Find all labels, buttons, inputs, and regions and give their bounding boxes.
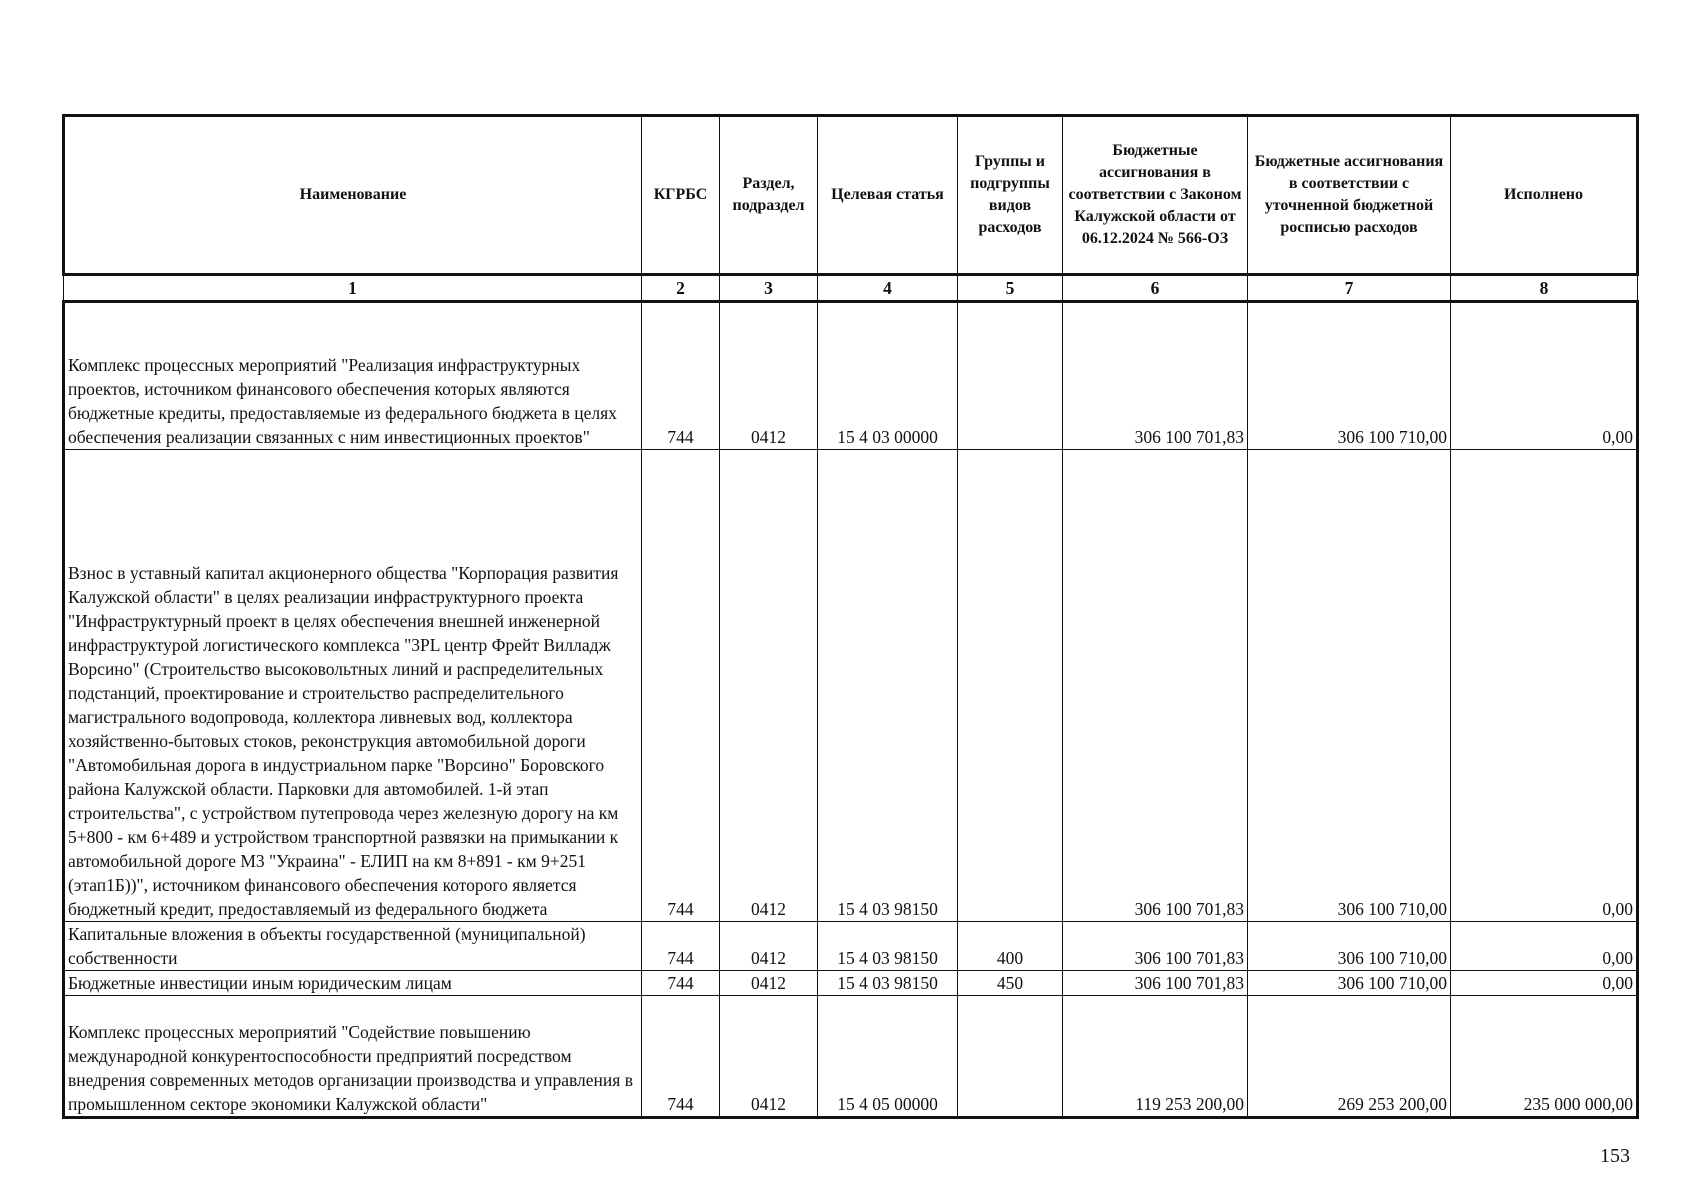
row-executed: 0,00: [1451, 450, 1638, 922]
row-group: 450: [958, 971, 1063, 996]
header-row: [64, 116, 1638, 275]
header-expense-group: Группы и подгруппы видов расходов: [958, 116, 1063, 275]
budget-table: [62, 114, 1639, 1119]
table-row: [64, 302, 1638, 450]
row-kgrbs: 744: [642, 302, 720, 450]
row-kgrbs: 744: [642, 450, 720, 922]
row-kgrbs: 744: [642, 996, 720, 1118]
row-section: 0412: [720, 996, 818, 1118]
row-executed: 0,00: [1451, 922, 1638, 971]
column-number: 8: [1451, 275, 1638, 302]
column-number: 7: [1248, 275, 1451, 302]
row-group: [958, 302, 1063, 450]
row-group: [958, 996, 1063, 1118]
header-section: Раздел, подраздел: [720, 116, 818, 275]
header-kgrbs: КГРБС: [642, 116, 720, 275]
row-name: Взнос в уставный капитал акционерного общества "Корпорация развития Калужской области" в целях реализации инфраструктурного проекта "Инфраструктурный проект в целях обеспечения внешней инженерной инфраструктурой логистического комплекса "3PL центр Фрейт Вилладж Ворсино" (Строительство высоковольтных линий и распределительных подстанций, проектирование и строительство распределительного магистрального водопровода, коллектора ливневых вод, коллектора хозяйственно-бытовых стоков, реконструкция автомобильной дороги "Автомобильная дорога в индустриальном парке "Ворсино" Боровского района Калужской области. Парковки для автомобилей. 1-й этап строительства", с устройством путепровода через железную дорогу на км 5+800 - км 6+489 и устройством транспортной развязки на примыкании к автомобильной дороге М3 "Украина" - ЕЛИП на км 8+891 - км 9+251 (этап1Б))", источником финансового обеспечения которого является бюджетный кредит, предоставляемый из федерального бюджета: [64, 450, 642, 922]
table-row: [64, 971, 1638, 996]
row-section: 0412: [720, 971, 818, 996]
row-name: Капитальные вложения в объекты государственной (муниципальной) собственности: [64, 922, 642, 971]
column-number: 3: [720, 275, 818, 302]
header-name: Наименование: [64, 116, 642, 275]
row-kgrbs: 744: [642, 922, 720, 971]
row-group: [958, 450, 1063, 922]
row-section: 0412: [720, 302, 818, 450]
column-number-row: [64, 275, 1638, 302]
header-refined-amount: Бюджетные ассигнования в соответствии с уточненной бюджетной росписью расходов: [1248, 116, 1451, 275]
row-refined-amount: 306 100 710,00: [1248, 971, 1451, 996]
row-law-amount: 306 100 701,83: [1063, 971, 1248, 996]
column-number: 4: [818, 275, 958, 302]
row-kgrbs: 744: [642, 971, 720, 996]
row-section: 0412: [720, 922, 818, 971]
table-row: [64, 996, 1638, 1118]
row-law-amount: 119 253 200,00: [1063, 996, 1248, 1118]
row-name: Комплекс процессных мероприятий "Реализация инфраструктурных проектов, источником финансового обеспечения которых являются бюджетные кредиты, предоставляемые из федерального бюджета в целях обеспечения реализации связанных с ним инвестиционных проектов": [64, 302, 642, 450]
table-row: [64, 922, 1638, 971]
table-row: [64, 450, 1638, 922]
row-target: 15 4 03 98150: [818, 922, 958, 971]
header-target-article: Целевая статья: [818, 116, 958, 275]
row-executed: 0,00: [1451, 302, 1638, 450]
row-executed: 235 000 000,00: [1451, 996, 1638, 1118]
row-target: 15 4 05 00000: [818, 996, 958, 1118]
row-law-amount: 306 100 701,83: [1063, 302, 1248, 450]
row-law-amount: 306 100 701,83: [1063, 450, 1248, 922]
row-target: 15 4 03 98150: [818, 450, 958, 922]
row-target: 15 4 03 00000: [818, 302, 958, 450]
header-executed: Исполнено: [1451, 116, 1638, 275]
row-refined-amount: 306 100 710,00: [1248, 450, 1451, 922]
row-name: Бюджетные инвестиции иным юридическим лицам: [64, 971, 642, 996]
row-section: 0412: [720, 450, 818, 922]
header-law-amount: Бюджетные ассигнования в соответствии с Законом Калужской области от 06.12.2024 № 566-ОЗ: [1063, 116, 1248, 275]
row-refined-amount: 306 100 710,00: [1248, 922, 1451, 971]
column-number: 5: [958, 275, 1063, 302]
row-target: 15 4 03 98150: [818, 971, 958, 996]
column-number: 2: [642, 275, 720, 302]
column-number: 6: [1063, 275, 1248, 302]
row-refined-amount: 269 253 200,00: [1248, 996, 1451, 1118]
column-number: 1: [64, 275, 642, 302]
page-number: 153: [1600, 1145, 1630, 1167]
row-group: 400: [958, 922, 1063, 971]
row-refined-amount: 306 100 710,00: [1248, 302, 1451, 450]
row-executed: 0,00: [1451, 971, 1638, 996]
row-law-amount: 306 100 701,83: [1063, 922, 1248, 971]
row-name: Комплекс процессных мероприятий "Содействие повышению международной конкурентоспособности предприятий посредством внедрения современных методов организации производства и управления в промышленном секторе экономики Калужской области": [64, 996, 642, 1118]
